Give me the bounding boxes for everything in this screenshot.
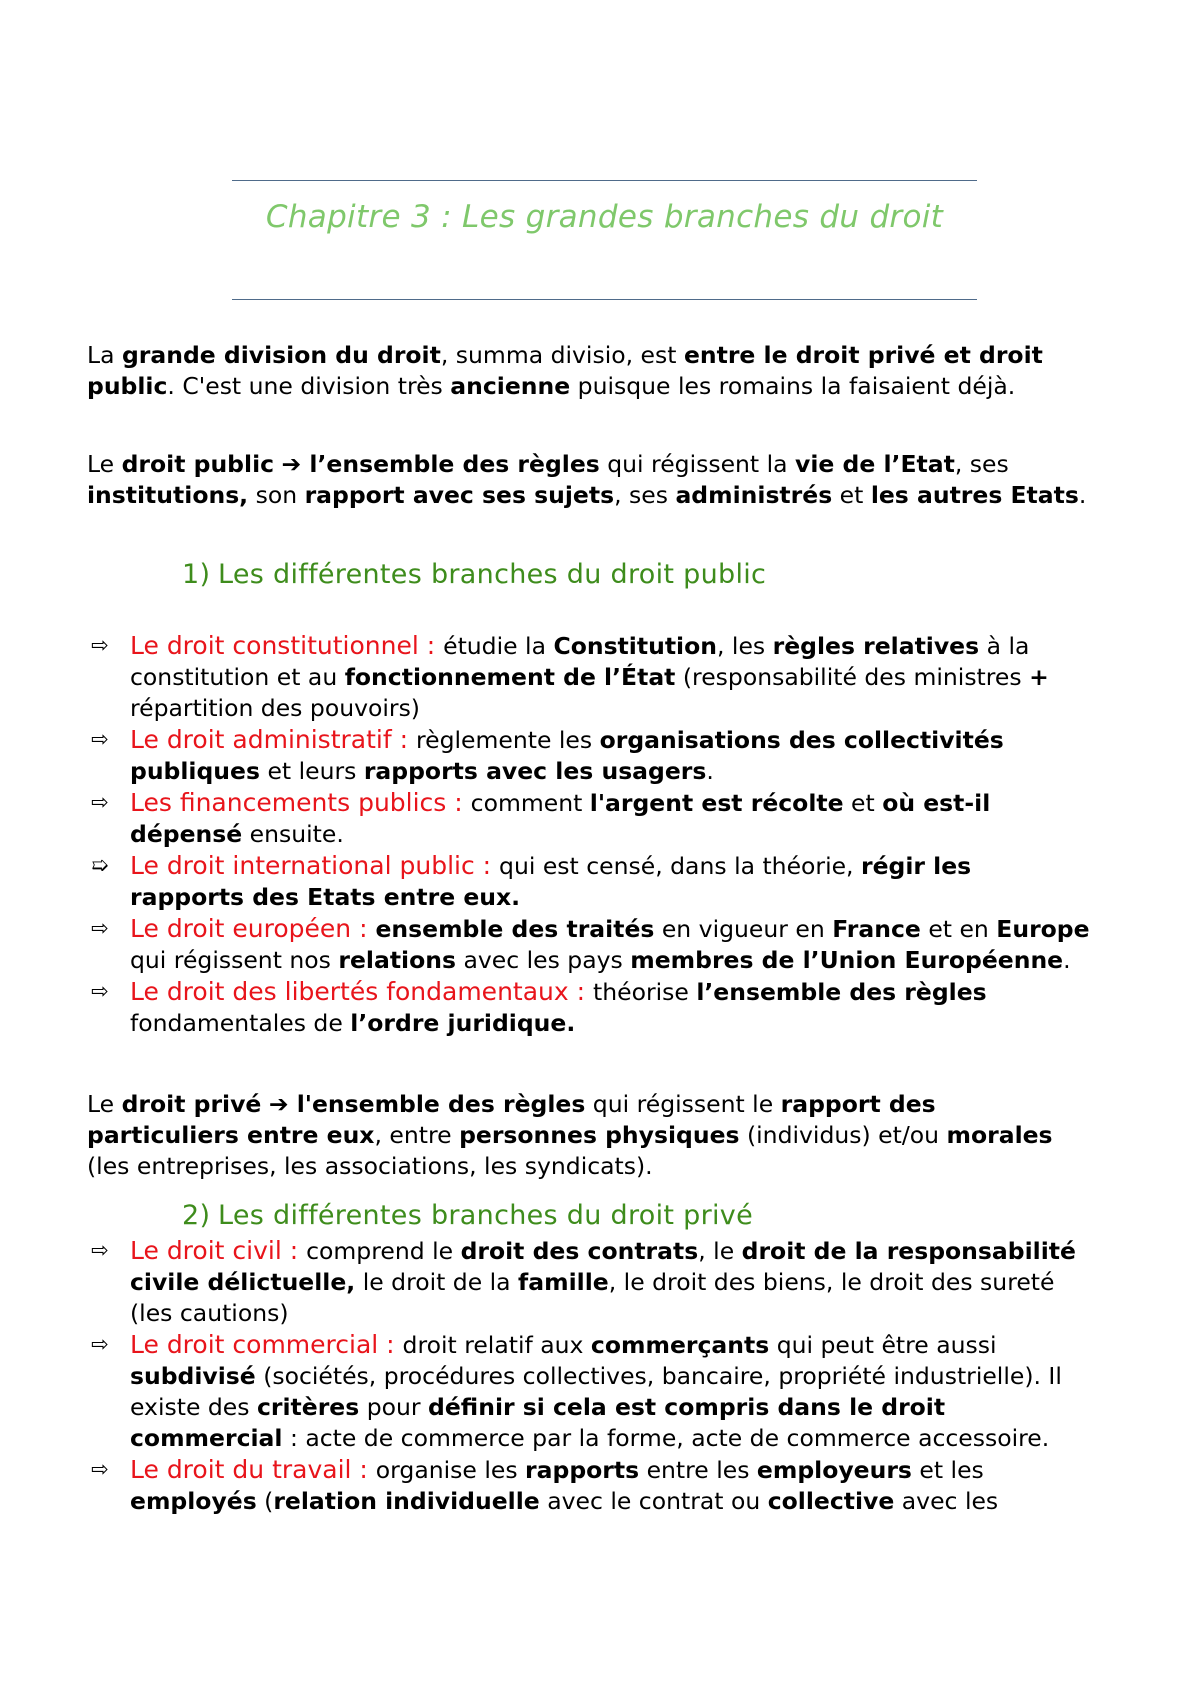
branch-name: Le droit des libertés fondamentaux [130,977,569,1006]
branch-item: ⇨ Les financements publics : comment l'argent est récolte et où est-il dépensé ensuite. [91,788,991,848]
private-branches-list [91,1235,1091,1517]
public-branches-list [91,630,1091,1039]
arrow-bullet-icon: ⇨ [91,790,109,814]
arrow-bullet-icon: ⇨ [91,1457,109,1481]
branch-name: Le droit commercial : [130,1330,395,1359]
arrow-bullet-icon: ⇨ [91,1332,109,1356]
branch-item: ⇨ Le droit administratif : règlemente les organisations des collectivités publiques et leurs rapports avec les usagers. [91,725,1004,785]
private-law-definition: Le droit privé ➔ l'ensemble des règles qui régissent le rapport des particuliers entre eux, entre personnes physiques (individus) et/ou morales (les entreprises, les associations, les syndicats). [87,1090,1053,1180]
section-heading-private: 2) Les différentes branches du droit privé [182,1200,753,1231]
arrow-bullet-icon: ⇨ [91,633,109,657]
title-rule-top [232,180,977,181]
branch-name: Les financements publics [130,788,447,817]
branch-name: Le droit européen [130,914,352,943]
arrow-bullet-icon: ➯ [91,853,109,877]
chapter-title: Chapitre 3 : Les grandes branches du droit [265,199,944,235]
branch-item: ⇨ Le droit du travail : organise les rapports entre les employeurs et les employés (relation individuelle avec le contrat ou collective avec les [91,1455,999,1515]
public-law-definition: Le droit public ➔ l’ensemble des règles qui régissent la vie de l’Etat, ses institutions, son rapport avec ses sujets, ses administrés et les autres Etats. [87,450,1087,509]
arrow-bullet-icon: ⇨ [91,916,109,940]
branch-name: Le droit administratif [130,725,392,754]
branch-item: ➯ Le droit international public : qui est censé, dans la théorie, régir les rapports des Etats entre eux. [91,851,972,911]
arrow-bullet-icon: ⇨ [91,979,109,1003]
branch-name: Le droit du travail : [130,1455,368,1484]
branch-item: ⇨ Le droit européen : ensemble des traités en vigueur en France et en Europe qui régissent nos relations avec les pays membres de l’Union Européenne. [91,914,1090,974]
branch-name: Le droit civil : [130,1236,299,1265]
branch-item: ⇨ Le droit des libertés fondamentaux : théorise l’ensemble des règles fondamentales de l’ordre juridique. [91,977,987,1037]
arrow-bullet-icon: ⇨ [91,1238,109,1262]
arrow-bullet-icon: ⇨ [91,727,109,751]
branch-name: Le droit constitutionnel [130,631,419,660]
branch-item: ⇨ Le droit commercial : droit relatif aux commerçants qui peut être aussi subdivisé (sociétés, procédures collectives, bancaire, propriété industrielle). Il existe des critères pour définir si cela est compris dans le droit commercial : acte de commerce par la forme, acte de commerce accessoire. [91,1330,1062,1452]
branch-name: Le droit international public : [130,851,492,880]
title-rule-bottom [232,299,977,300]
right-arrow-icon: ➔ [268,1090,289,1118]
section-heading-public: 1) Les différentes branches du droit public [182,559,767,590]
branch-item: ⇨ Le droit civil : comprend le droit des contrats, le droit de la responsabilité civile délictuelle, le droit de la famille, le droit des biens, le droit des sureté (les cautions) [91,1236,1076,1327]
intro-paragraph: La grande division du droit, summa divisio, est entre le droit privé et droit public. C'est une division très ancienne puisque les romains la faisaient déjà. [87,341,1043,400]
branch-item: ⇨ Le droit constitutionnel : étudie la Constitution, les règles relatives à la constitution et au fonctionnement de l’État (responsabilité des ministres + répartition des pouvoirs) [91,631,1049,722]
right-arrow-icon: ➔ [281,450,302,478]
